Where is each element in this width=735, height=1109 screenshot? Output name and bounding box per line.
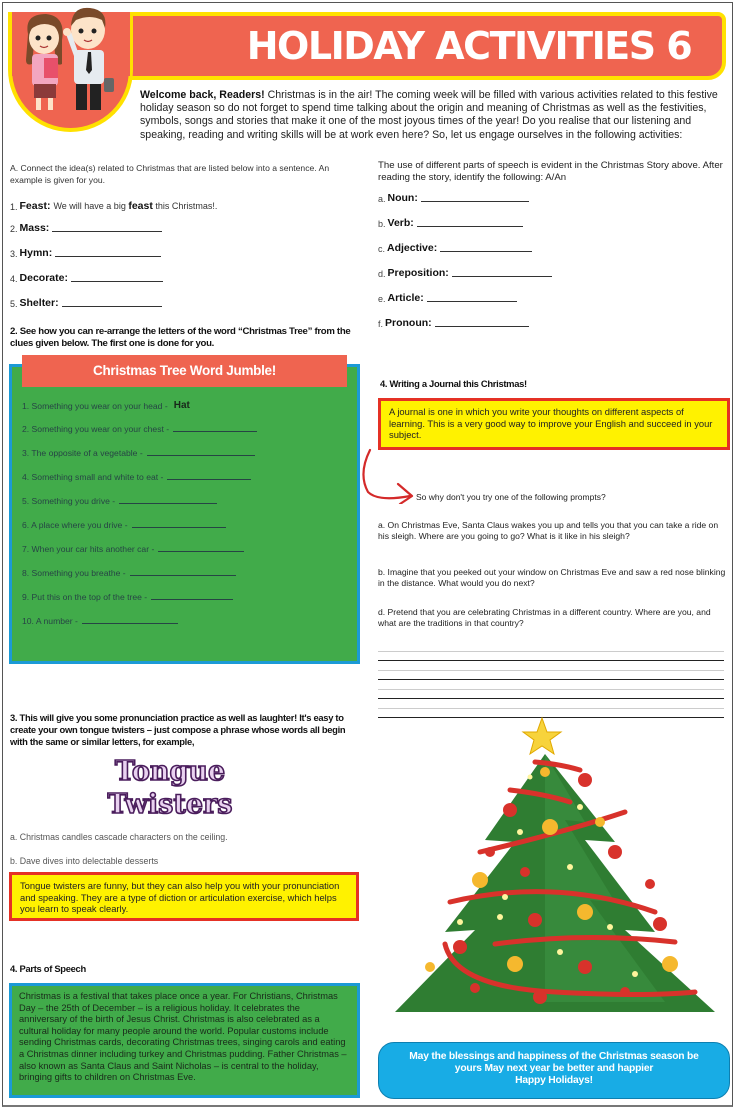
clue-text: 9. Put this on the top of the tree -	[22, 592, 148, 602]
journal-prompt: b. Imagine that you peeked out your window on Christmas Eve and saw a red nose blinking in the distance. What would you do next?	[378, 567, 726, 588]
answer-blank[interactable]	[173, 431, 257, 432]
answer-blank[interactable]	[119, 503, 217, 504]
jumble-clue	[22, 448, 255, 458]
section-a-instruction: A. Connect the idea(s) related to Christmas that are listed below into a sentence. An example is given for you.	[10, 163, 330, 185]
girl-mascot-icon	[26, 14, 63, 110]
blessing-line-2: yours May next year be better and happier	[454, 1063, 654, 1074]
blessing-banner	[378, 1042, 730, 1099]
answer-blank[interactable]	[427, 301, 517, 302]
section-2-heading: 2. See how you can re-arrange the letters of the word “Christmas Tree” from the clues given below. The first one is done for you.	[10, 326, 351, 349]
item-term: Article:	[387, 292, 424, 304]
christmas-tree-icon	[385, 712, 725, 1037]
item-letter: f.	[378, 319, 384, 329]
boy-mascot-icon	[63, 8, 114, 110]
item-letter: b.	[378, 219, 386, 229]
blessing-line-1: May the blessings and happiness of the Christmas season be	[409, 1051, 699, 1062]
sentence-item	[10, 222, 162, 234]
part-of-speech-item	[378, 292, 517, 304]
journal-info-text: A journal is one in which you write your thoughts on different aspects of learning. This is a very good way to improve your English and succeed in your subject.	[389, 406, 713, 440]
example-item	[10, 200, 217, 212]
clue-text: 3. The opposite of a vegetable -	[22, 448, 143, 458]
tongue-twister-example: b. Dave dives into delectable desserts	[10, 856, 159, 866]
jumble-clue	[22, 400, 190, 411]
logo-line-1: Tongue	[114, 756, 226, 787]
intro-body: Christmas is in the air! The coming week will be filled with various activities related to this festive holiday season so do not forget to spend time talking about the origin and meaning of Christmas as well as the festivities, symbols, songs and stories that make it one of the most joyous times of the year! Do you realise that our listening and speaking, reading and writing skills will be at work even here? So, let us engage ourselves in the following activities:	[140, 89, 718, 141]
item-term: Shelter:	[19, 297, 59, 309]
journal-prompt: d. Pretend that you are celebrating Christmas in a different country. Where are you, and what are the traditions in that country?	[378, 607, 711, 628]
item-number: 4.	[10, 274, 18, 284]
curved-arrow-icon	[358, 444, 418, 504]
clue-text: 6. A place where you drive -	[22, 520, 128, 530]
example-bold-word: feast	[128, 200, 153, 212]
jumble-clue	[22, 472, 251, 482]
journal-info-box	[378, 398, 730, 450]
answer-blank[interactable]	[167, 479, 251, 480]
answer-blank[interactable]	[52, 231, 162, 232]
blessing-line-3: Happy Holidays!	[515, 1075, 593, 1086]
jumble-clue	[22, 568, 236, 578]
page-title: HOLIDAY ACTIVITIES 6	[246, 24, 692, 68]
jumble-clue	[22, 424, 257, 434]
item-term: Preposition:	[387, 267, 449, 279]
journal-prompt: a. On Christmas Eve, Santa Claus wakes you up and tells you that you can take a ride on his sleigh. Where are you going to go? What is it like in his sleigh?	[378, 520, 719, 541]
tongue-twister-info-text: Tongue twisters are funny, but they can also help you with your pronunciation and speaking. They are a type of diction or articulation exercise, which helps you learn to speak clearly.	[20, 880, 340, 914]
answer-blank[interactable]	[158, 551, 244, 552]
item-number: 2.	[10, 224, 18, 234]
writing-lines[interactable]	[378, 642, 724, 718]
jumble-clue	[22, 616, 178, 626]
clue-text: 8. Something you breathe -	[22, 568, 126, 578]
item-term: Mass:	[19, 222, 50, 234]
example-text-end: this Christmas!.	[152, 201, 218, 211]
example-text: We will have a big	[53, 201, 129, 211]
clue-text: 2. Something you wear on your chest -	[22, 424, 170, 434]
item-letter: e.	[378, 294, 386, 304]
item-letter: c.	[378, 244, 386, 254]
jumble-clue	[22, 496, 217, 506]
answer-blank[interactable]	[82, 623, 178, 624]
clue-text: 1. Something you wear on your head -	[22, 401, 168, 411]
item-term: Adjective:	[387, 242, 438, 254]
item-term: Pronoun:	[385, 317, 432, 329]
item-term: Noun:	[387, 192, 418, 204]
tongue-twister-info-box	[9, 872, 359, 921]
answer-blank[interactable]	[62, 306, 162, 307]
part-of-speech-item	[378, 267, 552, 279]
item-number: 5.	[10, 299, 18, 309]
answer-blank[interactable]	[421, 201, 529, 202]
item-term: Hymn:	[19, 247, 53, 259]
christmas-story-box	[9, 983, 360, 1098]
jumble-clue	[22, 592, 233, 602]
item-number: 3.	[10, 249, 18, 259]
item-term: Verb:	[387, 217, 414, 229]
answer-blank[interactable]	[147, 455, 255, 456]
item-letter: d.	[378, 269, 386, 279]
example-answer	[53, 200, 217, 212]
jumble-clue	[22, 520, 226, 530]
part-of-speech-item	[378, 317, 529, 329]
clue-answer: Hat	[173, 400, 190, 411]
prompts-lead: So why don't you try one of the following prompts?	[416, 492, 606, 502]
answer-blank[interactable]	[71, 281, 163, 282]
clue-text: 10. A number -	[22, 616, 78, 626]
logo-line-2: Twisters	[107, 789, 233, 820]
part-of-speech-item	[378, 217, 523, 229]
answer-blank[interactable]	[151, 599, 233, 600]
answer-blank[interactable]	[132, 527, 226, 528]
mascots-icon	[14, 4, 124, 116]
section-4-heading: 4. Parts of Speech	[10, 963, 86, 974]
journal-heading: 4. Writing a Journal this Christmas!	[380, 378, 527, 389]
item-number: 1.	[10, 202, 18, 212]
word-jumble-title: Christmas Tree Word Jumble!	[22, 355, 347, 387]
answer-blank[interactable]	[55, 256, 161, 257]
parts-of-speech-instruction: The use of different parts of speech is evident in the Christmas Story above. After reading the story, identify the following: A/An	[378, 160, 723, 183]
answer-blank[interactable]	[440, 251, 532, 252]
item-term: Decorate:	[19, 272, 68, 284]
tongue-twister-example: a. Christmas candles cascade characters on the ceiling.	[10, 832, 228, 842]
clue-text: 5. Something you drive -	[22, 496, 116, 506]
sentence-item	[10, 247, 161, 259]
part-of-speech-item	[378, 192, 529, 204]
section-3-heading: 3. This will give you some pronunciation practice as well as laughter! It's easy to create your own tongue twisters – just compose a phrase whose words all begin with the same or similar letters, for example,	[10, 712, 346, 747]
clue-text: 4. Something small and white to eat -	[22, 472, 164, 482]
jumble-clue	[22, 544, 244, 554]
answer-blank[interactable]	[435, 326, 529, 327]
part-of-speech-item	[378, 242, 532, 254]
intro-paragraph	[140, 89, 725, 142]
answer-blank[interactable]	[452, 276, 552, 277]
answer-blank[interactable]	[130, 575, 236, 576]
item-term: Feast:	[19, 200, 51, 212]
tongue-twisters-logo	[70, 750, 270, 820]
sentence-item	[10, 272, 163, 284]
answer-blank[interactable]	[417, 226, 523, 227]
item-letter: a.	[378, 194, 386, 204]
clue-text: 7. When your car hits another car -	[22, 544, 155, 554]
sentence-item	[10, 297, 162, 309]
intro-lead: Welcome back, Readers!	[140, 89, 265, 101]
christmas-story-text: Christmas is a festival that takes place once a year. For Christians, Christmas Day – the 25th of December – is a religious holiday. It celebrates the anniversary of the birth of Jesus Christ. Christmas is also celebrated as a cultural holiday for many people around the world. Popular customs include sending Christmas cards, decorating Christmas trees, singing carols and eating a Christmas dinner including turkey and Christmas pudding. Father Christmas – also known as Santa Claus and Saint Nicholas – is central to the holiday, bringing gifts to children on Christmas Eve.	[19, 991, 347, 1083]
